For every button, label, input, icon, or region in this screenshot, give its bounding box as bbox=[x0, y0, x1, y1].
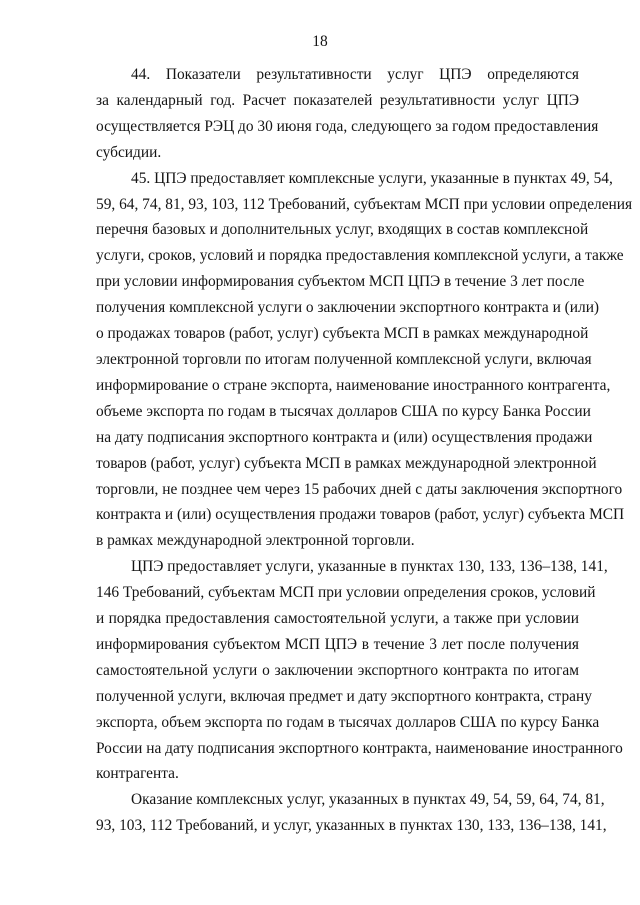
text-line: информирование о стране экспорта, наименование иностранного контрагента, bbox=[96, 376, 611, 394]
page-number: 18 bbox=[312, 33, 328, 50]
text-line: и порядка предоставления самостоятельной услуги, а также при условии bbox=[96, 610, 579, 628]
text-line: полученной услуги, включая предмет и дату экспортного контракта, страну bbox=[96, 687, 592, 705]
text-line: при условии информирования субъектом МСП ЦПЭ в течение 3 лет после bbox=[96, 273, 585, 291]
paragraph-standalone-services bbox=[96, 554, 623, 787]
paragraph-provision bbox=[96, 787, 607, 839]
text-line: 44. Показатели результативности услуг ЦПЭ определяются bbox=[131, 66, 579, 83]
text-line: России на дату подписания экспортного контракта, наименование иностранного bbox=[96, 739, 623, 757]
text-line: самостоятельной услуги о заключении экспортного контракта по итогам bbox=[96, 661, 579, 679]
text-line: 45. ЦПЭ предоставляет комплексные услуги, указанные в пунктах 49, 54, bbox=[131, 169, 613, 187]
text-line: электронной торговли по итогам полученной комплексной услуги, включая bbox=[96, 350, 592, 368]
text-line: Оказание комплексных услуг, указанных в пунктах 49, 54, 59, 64, 74, 81, bbox=[131, 791, 605, 809]
text-line: 93, 103, 112 Требований, и услуг, указанных в пунктах 130, 133, 136–138, 141, bbox=[96, 817, 607, 835]
document-body bbox=[96, 62, 633, 839]
text-line: осуществляется РЭЦ до 30 июня года, следующего за годом предоставления bbox=[96, 117, 599, 135]
text-line: за календарный год. Расчет показателей результативности услуг ЦПЭ bbox=[96, 91, 579, 109]
text-line: экспорта, объем экспорта по годам в тысячах долларов США по курсу Банка bbox=[96, 713, 600, 731]
text-line: 146 Требований, субъектам МСП при условии определения сроков, условий bbox=[96, 584, 596, 602]
text-line: торговли, не позднее чем через 15 рабочих дней с даты заключения экспортного bbox=[96, 480, 623, 498]
text-line: контрагента. bbox=[96, 765, 179, 783]
text-line: на дату подписания экспортного контракта и (или) осуществления продажи bbox=[96, 428, 593, 446]
paragraph-44 bbox=[96, 62, 599, 166]
text-line: контракта и (или) осуществления продажи товаров (работ, услуг) субъекта МСП bbox=[96, 506, 625, 524]
text-line: перечня базовых и дополнительных услуг, входящих в состав комплексной bbox=[96, 221, 589, 239]
text-line: субсидии. bbox=[96, 143, 162, 161]
paragraph-45 bbox=[96, 166, 633, 555]
text-line: товаров (работ, услуг) субъекта МСП в рамках международной электронной bbox=[96, 454, 597, 472]
text-line: в рамках международной электронной торговли. bbox=[96, 532, 415, 550]
text-line: 59, 64, 74, 81, 93, 103, 112 Требований, субъектам МСП при условии определения bbox=[96, 195, 633, 213]
text-line: получения комплексной услуги о заключении экспортного контракта и (или) bbox=[96, 299, 600, 317]
text-line: ЦПЭ предоставляет услуги, указанные в пунктах 130, 133, 136–138, 141, bbox=[131, 558, 608, 576]
text-line: объеме экспорта по годам в тысячах долларов США по курсу Банка России bbox=[96, 402, 591, 420]
text-line: о продажах товаров (работ, услуг) субъекта МСП в рамках международной bbox=[96, 325, 589, 343]
text-line: информирования субъектом МСП ЦПЭ в течение 3 лет после получения bbox=[96, 635, 579, 653]
text-line: услуги, сроков, условий и порядка предоставления комплексной услуги, а также bbox=[96, 247, 624, 265]
